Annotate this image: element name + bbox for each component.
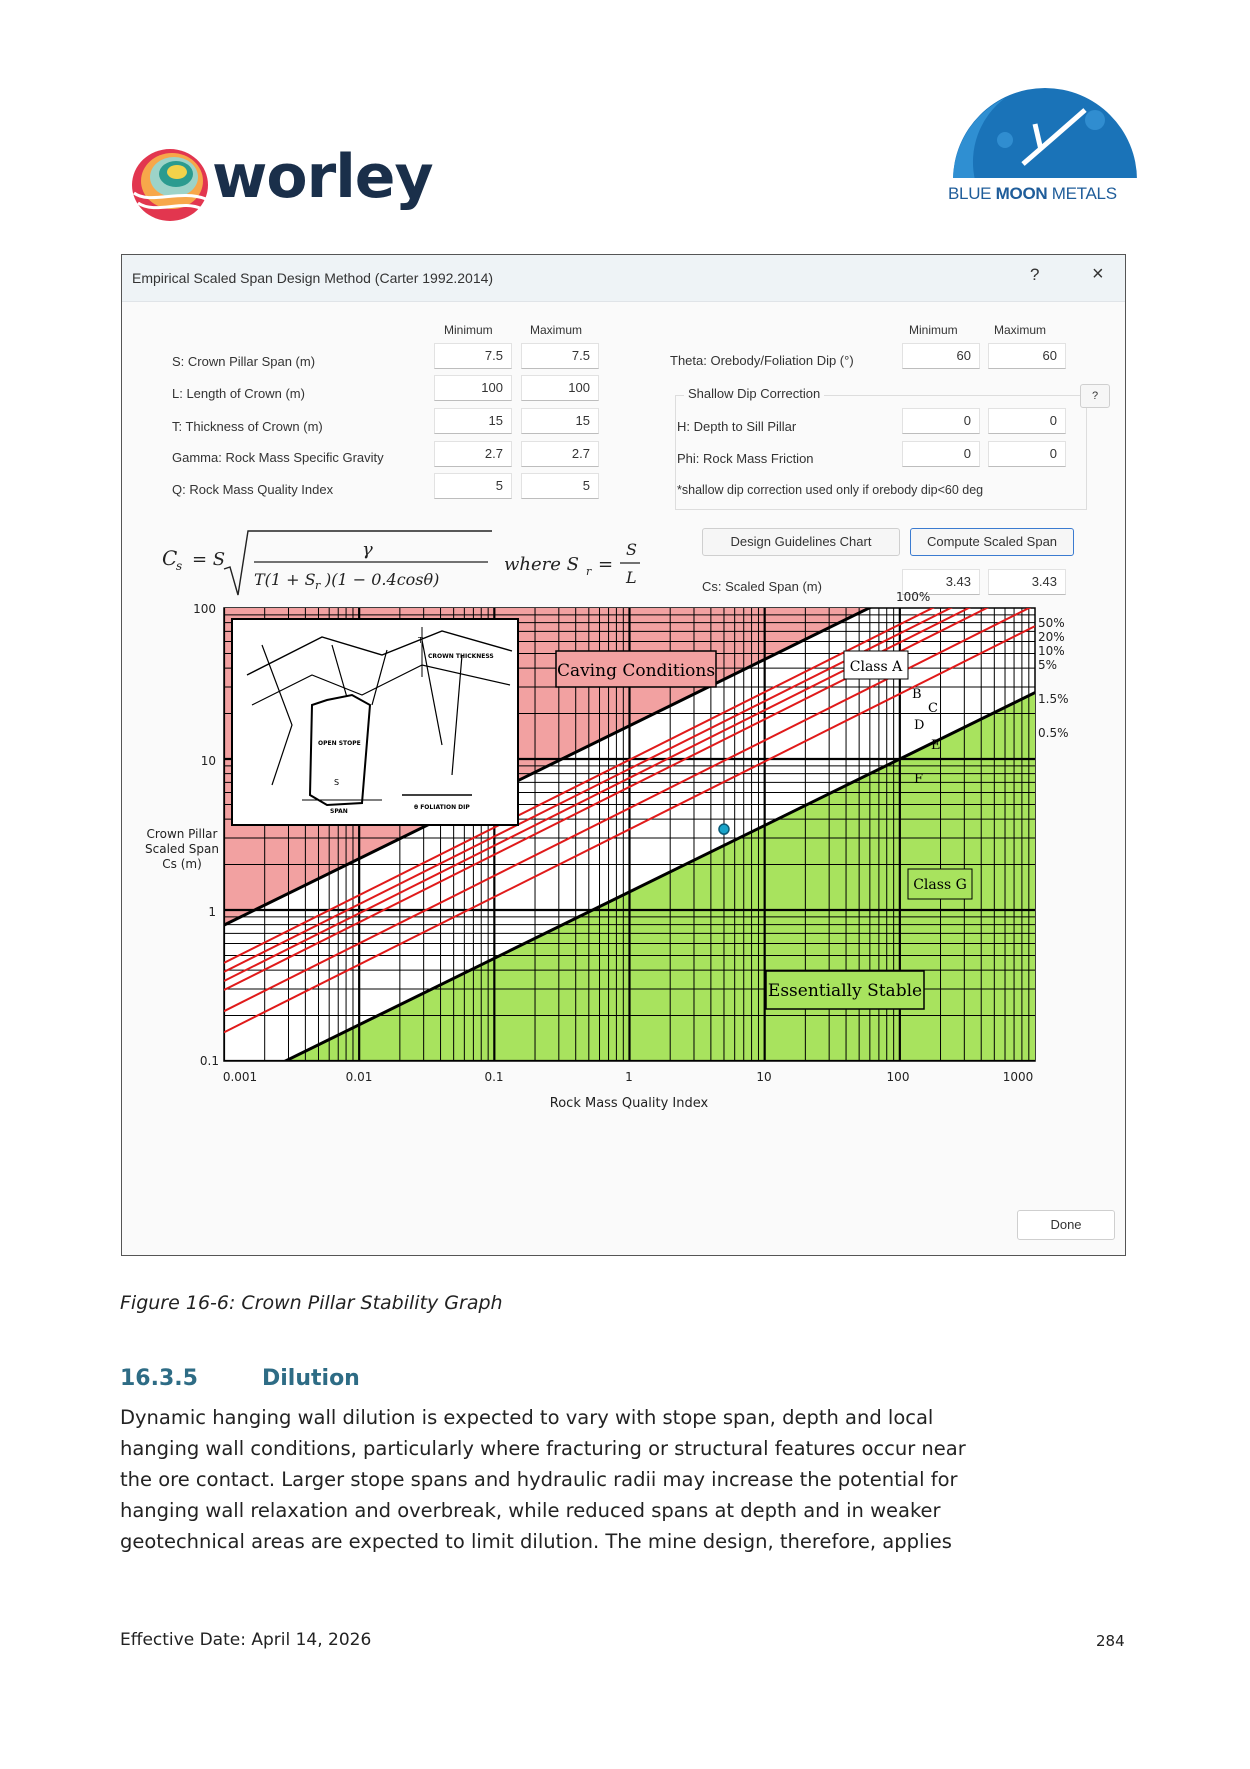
formula-den-sub: r [315, 579, 321, 592]
prob-label-10: 10% [1038, 644, 1065, 658]
y-axis-label-line-1: Crown Pillar [146, 827, 218, 841]
shallow-dip-help-button[interactable]: ? [1080, 384, 1110, 408]
class-e-label: E [931, 738, 941, 753]
footer-effective-date: Effective Date: April 14, 2026 [120, 1630, 372, 1650]
inset-s-label: S [334, 778, 340, 787]
length-min-input[interactable]: 100 [434, 375, 512, 401]
close-button[interactable]: × [1092, 263, 1104, 285]
paragraph-line: hanging wall relaxation and overbreak, while reduced spans at depth and in weaker [120, 1499, 941, 1522]
formula-frac-num: S [626, 540, 637, 559]
computed-scaled-span-point [719, 824, 729, 834]
x-tick-1: 1 [625, 1070, 633, 1084]
length-label: L: Length of Crown (m) [172, 386, 305, 401]
right-min-header: Minimum [909, 323, 958, 337]
y-tick-1: 1 [208, 905, 216, 919]
quality-label: Q: Rock Mass Quality Index [172, 482, 334, 497]
theta-max-input[interactable]: 60 [988, 343, 1066, 369]
x-tick-1000: 1000 [1002, 1070, 1034, 1084]
formula-lhs-sub: s [176, 559, 183, 573]
scaled-span-min-output: 3.43 [902, 569, 980, 595]
paragraph-line: geotechnical areas are expected to limit dilution. The mine design, therefore, applies [120, 1530, 952, 1553]
y-tick-0-1: 0.1 [199, 1054, 219, 1068]
x-tick-0-01: 0.01 [345, 1070, 373, 1084]
theta-label: Theta: Orebody/Foliation Dip (°) [670, 353, 854, 368]
compute-scaled-span-button[interactable]: Compute Scaled Span [910, 528, 1074, 556]
prob-label-20: 20% [1038, 630, 1065, 644]
x-tick-0-001: 0.001 [222, 1070, 258, 1084]
prob-label-1-5: 1.5% [1038, 692, 1069, 706]
shallow-dip-group-title: Shallow Dip Correction [684, 386, 824, 401]
section-title: Dilution [262, 1366, 360, 1391]
gravity-max-input[interactable]: 2.7 [521, 441, 599, 467]
thickness-label: T: Thickness of Crown (m) [172, 419, 323, 434]
class-a-label: Class A [849, 659, 903, 675]
scaled-span-max-output: 3.43 [988, 569, 1066, 595]
left-min-header: Minimum [444, 323, 493, 337]
shallow-dip-note: *shallow dip correction used only if orebody dip<60 deg [677, 483, 984, 497]
span-min-input[interactable]: 7.5 [434, 343, 512, 369]
help-button[interactable]: ? [1030, 265, 1040, 284]
dialog-titlebar [122, 255, 1125, 302]
x-tick-100: 100 [886, 1070, 910, 1084]
depth-min-input[interactable]: 0 [902, 408, 980, 434]
y-tick-100: 100 [193, 602, 216, 616]
formula-eq: = S [192, 549, 226, 570]
quality-min-input[interactable]: 5 [434, 473, 512, 499]
figure-caption: Figure 16-6: Crown Pillar Stability Graph [120, 1292, 503, 1314]
y-axis-label-line-3: Cs (m) [162, 857, 202, 871]
inset-t-label: T [418, 636, 423, 645]
x-axis-label: Rock Mass Quality Index [549, 1096, 709, 1111]
inset-foliation-dip-label: θ FOLIATION DIP [414, 804, 470, 811]
prob-label-5: 5% [1038, 658, 1058, 672]
depth-label: H: Depth to Sill Pillar [677, 419, 797, 434]
prob-label-0-5: 0.5% [1038, 726, 1069, 740]
dialog-title: Empirical Scaled Span Design Method (Carter 1992.2014) [132, 270, 494, 286]
class-c-label: C [928, 701, 938, 716]
done-button[interactable]: Done [1017, 1210, 1115, 1240]
formula-frac-den: L [626, 568, 637, 587]
class-g-label: Class G [913, 877, 967, 893]
essentially-stable-label: Essentially Stable [767, 981, 923, 1001]
crown-pillar-inset [232, 619, 518, 825]
span-label: S: Crown Pillar Span (m) [172, 354, 316, 369]
blue-moon-wordmark: BLUE MOON METALS [948, 184, 1117, 203]
formula-den-rest: )(1 − 0.4cosθ) [325, 570, 440, 589]
right-max-header: Maximum [994, 323, 1047, 337]
left-max-header: Maximum [530, 323, 583, 337]
friction-label: Phi: Rock Mass Friction [677, 451, 814, 466]
formula-den: T(1 + S [254, 570, 316, 589]
gravity-min-input[interactable]: 2.7 [434, 441, 512, 467]
worley-wordmark: worley [212, 142, 433, 212]
formula-lhs: C [162, 546, 178, 570]
prob-label-50: 50% [1038, 616, 1065, 630]
depth-max-input[interactable]: 0 [988, 408, 1066, 434]
formula-where-eq: = [598, 554, 614, 575]
crown-pillar-stability-chart [122, 555, 1125, 1115]
inset-open-stope-label: OPEN STOPE [318, 740, 361, 747]
section-number: 16.3.5 [120, 1366, 198, 1391]
footer-page-number: 284 [1096, 1632, 1125, 1650]
x-tick-0-1: 0.1 [484, 1070, 504, 1084]
thickness-min-input[interactable]: 15 [434, 408, 512, 434]
paragraph-line: hanging wall conditions, particularly where fracturing or structural features occur near [120, 1437, 966, 1460]
paragraph-line: the ore contact. Larger stope spans and hydraulic radii may increase the potential for [120, 1468, 958, 1491]
inset-crown-thickness-label: CROWN THICKNESS [428, 653, 494, 660]
length-max-input[interactable]: 100 [521, 375, 599, 401]
formula-where: where S [504, 554, 579, 575]
caving-conditions-label: Caving Conditions [556, 661, 716, 681]
y-axis-label-line-2: Scaled Span [145, 842, 219, 856]
inset-span-label: SPAN [330, 808, 348, 815]
gravity-label: Gamma: Rock Mass Specific Gravity [172, 450, 384, 465]
class-b-label: B [912, 687, 922, 702]
quality-max-input[interactable]: 5 [521, 473, 599, 499]
thickness-max-input[interactable]: 15 [521, 408, 599, 434]
formula-where-sub: r [586, 565, 592, 578]
class-d-label: D [914, 718, 925, 733]
friction-min-input[interactable]: 0 [902, 441, 980, 467]
design-guidelines-chart-button[interactable]: Design Guidelines Chart [702, 528, 900, 556]
span-max-input[interactable]: 7.5 [521, 343, 599, 369]
friction-max-input[interactable]: 0 [988, 441, 1066, 467]
scaled-span-label: Cs: Scaled Span (m) [702, 579, 822, 594]
paragraph-line: Dynamic hanging wall dilution is expected to vary with stope span, depth and local [120, 1406, 934, 1429]
y-tick-10: 10 [200, 754, 216, 768]
scaled-span-dialog [121, 254, 1126, 1256]
x-tick-10: 10 [756, 1070, 772, 1084]
formula-num: γ [362, 539, 373, 560]
dilution-paragraph [120, 1402, 1130, 1557]
class-f-label: F [914, 772, 924, 787]
theta-min-input[interactable]: 60 [902, 343, 980, 369]
top-100-percent-label: 100% [896, 590, 931, 604]
